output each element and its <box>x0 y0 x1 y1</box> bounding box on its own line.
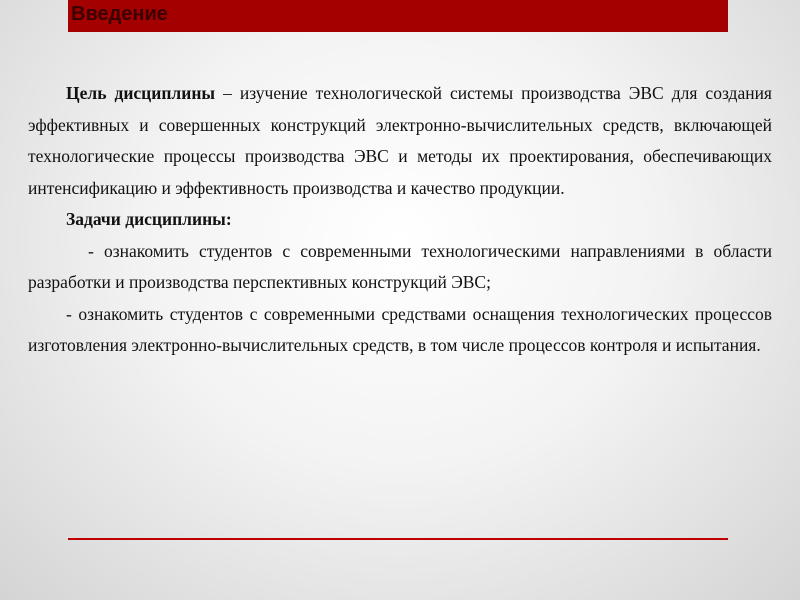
slide-title: Введение <box>71 3 168 25</box>
bottom-rule <box>68 538 728 540</box>
goal-paragraph <box>28 78 772 204</box>
task-item-1: - ознакомить студентов с современными технологическими направлениями в области разработки и производства перспективных конструкций ЭВС; <box>28 240 772 292</box>
slide-content <box>28 78 772 362</box>
tasks-heading: Задачи дисциплины: <box>66 209 232 229</box>
tasks-heading-paragraph <box>28 204 772 236</box>
title-bar <box>68 0 728 32</box>
task-item-2: - ознакомить студентов с современными средствами оснащения технологических процессов изготовления электронно-вычислительных средств, в том числе процессов контроля и испытания. <box>28 303 772 355</box>
goal-text: – изучение технологической системы производства ЭВС для создания эффективных и совершенных конструкций электронно-вычислительных средств, включающей технологические процессы производства ЭВС и методы их проектирования, обеспечивающих интенсификацию и эффективность производства и качество продукции. <box>28 83 772 198</box>
goal-heading: Цель дисциплины <box>66 83 216 103</box>
